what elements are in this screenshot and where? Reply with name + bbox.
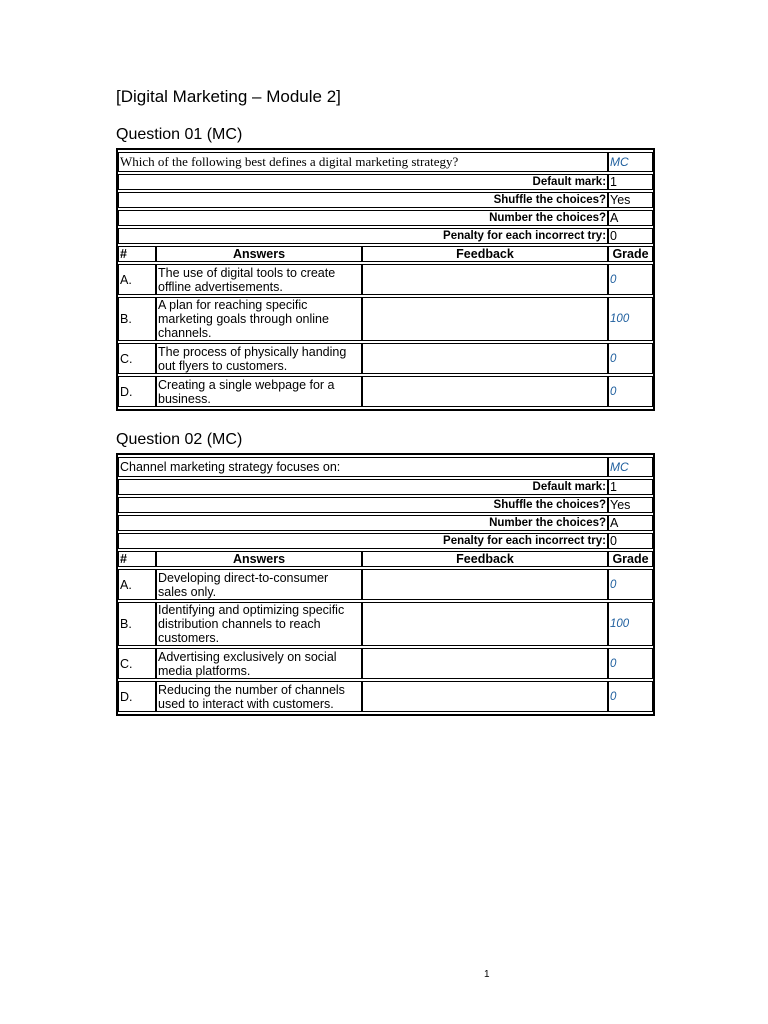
question-text-row — [118, 152, 653, 172]
shuffle-value: Yes — [608, 192, 653, 208]
default-mark-label: Default mark: — [118, 174, 608, 190]
answer-letter: B. — [118, 297, 156, 341]
number-choices-value: A — [608, 210, 653, 226]
shuffle-label: Shuffle the choices? — [118, 192, 608, 208]
answer-letter: C. — [118, 648, 156, 679]
answer-grade: 0 — [608, 648, 653, 679]
answer-grade: 0 — [608, 681, 653, 712]
answer-row — [118, 343, 653, 374]
answer-feedback — [362, 264, 608, 295]
column-header-answers: Answers — [156, 551, 362, 567]
answer-letter: A. — [118, 569, 156, 600]
meta-row-number-choices — [118, 210, 653, 226]
question-table — [116, 453, 655, 716]
answer-feedback — [362, 602, 608, 646]
answer-feedback — [362, 297, 608, 341]
question-type: MC — [608, 152, 653, 172]
answer-letter: D. — [118, 681, 156, 712]
answer-row — [118, 264, 653, 295]
meta-row-shuffle — [118, 192, 653, 208]
answer-text: Advertising exclusively on social media platforms. — [156, 648, 362, 679]
question-text: Which of the following best defines a digital marketing strategy? — [118, 152, 608, 172]
answer-grade: 0 — [608, 343, 653, 374]
column-header-grade: Grade — [608, 246, 653, 262]
answers-header-row — [118, 551, 653, 567]
answer-feedback — [362, 569, 608, 600]
column-header-feedback: Feedback — [362, 551, 608, 567]
answer-row — [118, 681, 653, 712]
number-choices-value: A — [608, 515, 653, 531]
answer-text: Creating a single webpage for a business. — [156, 376, 362, 407]
question-block-2 — [116, 430, 651, 716]
answer-grade: 0 — [608, 264, 653, 295]
answer-grade: 100 — [608, 602, 653, 646]
answer-text: Identifying and optimizing specific distribution channels to reach customers. — [156, 602, 362, 646]
shuffle-value: Yes — [608, 497, 653, 513]
answer-letter: B. — [118, 602, 156, 646]
meta-row-penalty — [118, 228, 653, 244]
answer-text: The process of physically handing out flyers to customers. — [156, 343, 362, 374]
answers-header-row — [118, 246, 653, 262]
document-title: [Digital Marketing – Module 2] — [116, 87, 341, 106]
answer-row — [118, 376, 653, 407]
answer-row — [118, 569, 653, 600]
answer-row — [118, 602, 653, 646]
column-header-number: # — [118, 551, 156, 567]
default-mark-value: 1 — [608, 479, 653, 495]
answer-row — [118, 297, 653, 341]
answer-text: Reducing the number of channels used to interact with customers. — [156, 681, 362, 712]
penalty-value: 0 — [608, 533, 653, 549]
meta-row-default-mark — [118, 174, 653, 190]
column-header-answers: Answers — [156, 246, 362, 262]
answer-letter: A. — [118, 264, 156, 295]
answer-grade: 0 — [608, 569, 653, 600]
answer-feedback — [362, 376, 608, 407]
answer-letter: D. — [118, 376, 156, 407]
penalty-label: Penalty for each incorrect try: — [118, 228, 608, 244]
column-header-feedback: Feedback — [362, 246, 608, 262]
meta-row-number-choices — [118, 515, 653, 531]
page-number: 1 — [484, 969, 490, 980]
penalty-label: Penalty for each incorrect try: — [118, 533, 608, 549]
question-heading: Question 02 (MC) — [116, 431, 243, 448]
answer-letter: C. — [118, 343, 156, 374]
answer-text: Developing direct-to-consumer sales only. — [156, 569, 362, 600]
answer-feedback — [362, 648, 608, 679]
number-choices-label: Number the choices? — [118, 515, 608, 531]
answer-text: A plan for reaching specific marketing goals through online channels. — [156, 297, 362, 341]
penalty-value: 0 — [608, 228, 653, 244]
meta-row-default-mark — [118, 479, 653, 495]
question-text-row — [118, 457, 653, 477]
question-table — [116, 148, 655, 411]
answer-feedback — [362, 681, 608, 712]
column-header-grade: Grade — [608, 551, 653, 567]
meta-row-shuffle — [118, 497, 653, 513]
answer-row — [118, 648, 653, 679]
shuffle-label: Shuffle the choices? — [118, 497, 608, 513]
answer-text: The use of digital tools to create offline advertisements. — [156, 264, 362, 295]
answer-feedback — [362, 343, 608, 374]
meta-row-penalty — [118, 533, 653, 549]
question-block-1 — [116, 125, 651, 411]
default-mark-value: 1 — [608, 174, 653, 190]
answer-grade: 0 — [608, 376, 653, 407]
question-text: Channel marketing strategy focuses on: — [118, 457, 608, 477]
default-mark-label: Default mark: — [118, 479, 608, 495]
number-choices-label: Number the choices? — [118, 210, 608, 226]
question-type: MC — [608, 457, 653, 477]
question-heading: Question 01 (MC) — [116, 126, 243, 143]
column-header-number: # — [118, 246, 156, 262]
answer-grade: 100 — [608, 297, 653, 341]
